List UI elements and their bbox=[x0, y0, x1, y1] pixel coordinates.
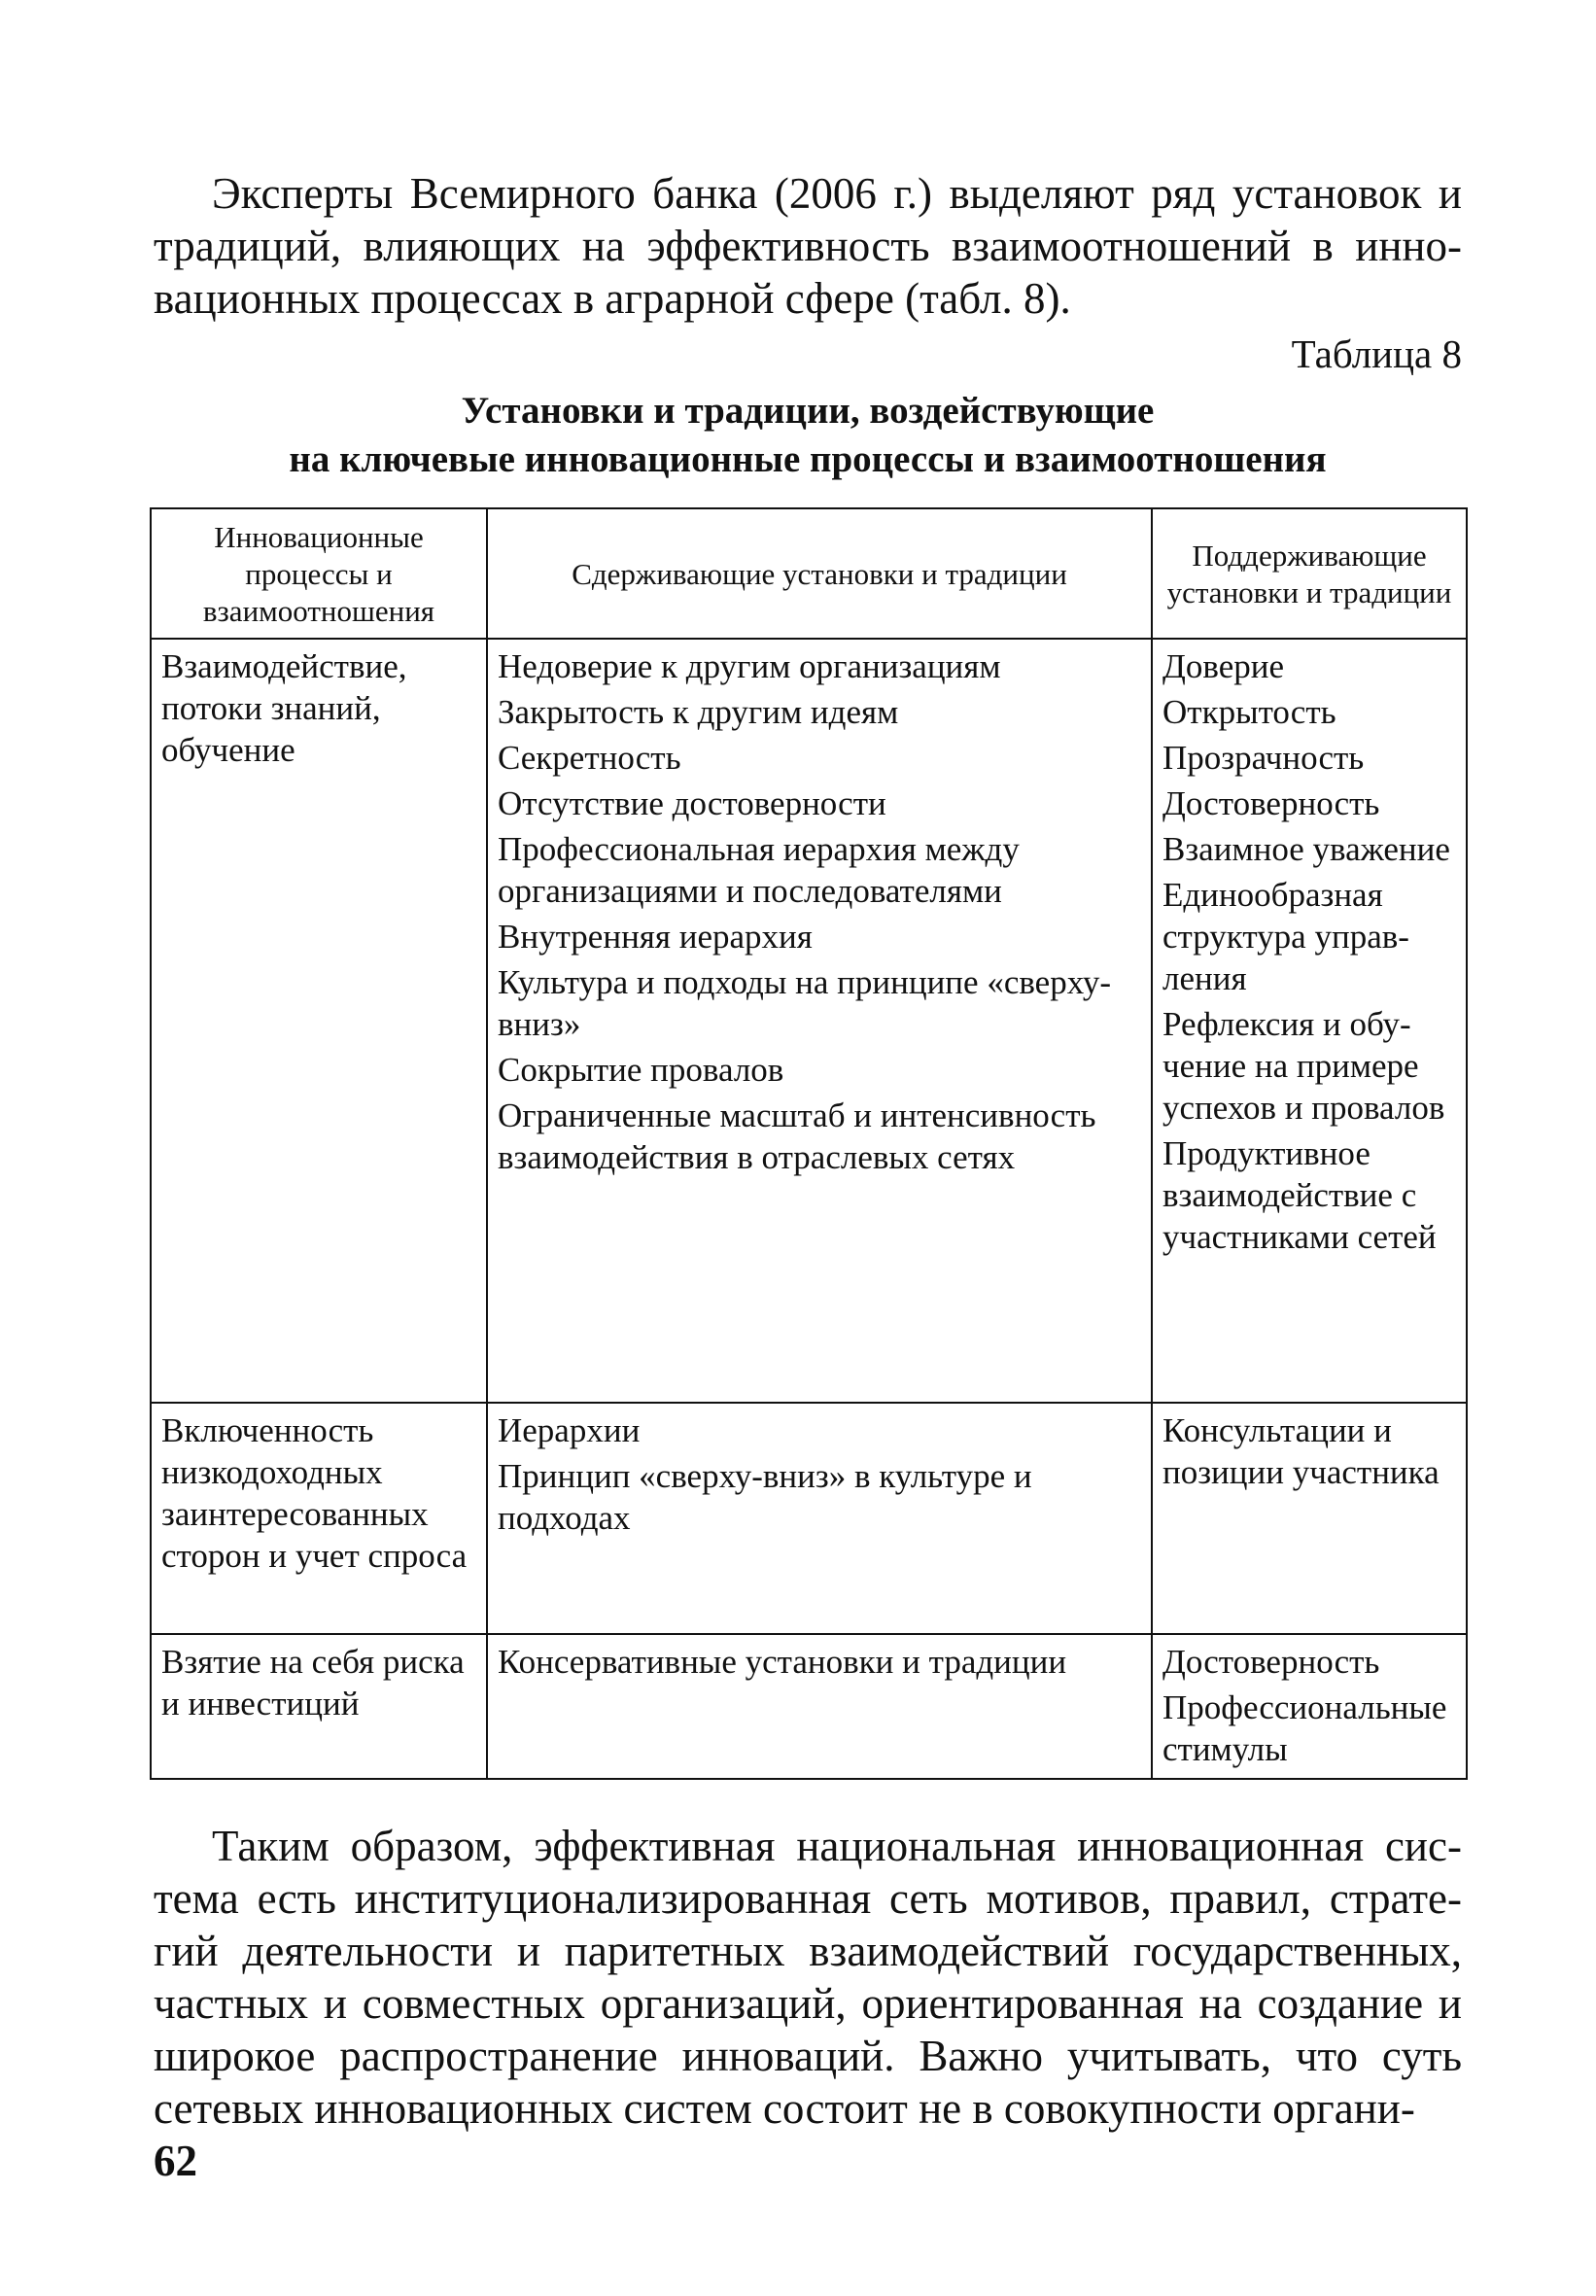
supporting-item: Продуктивное взаимодействие с участниками сетей bbox=[1162, 1134, 1437, 1256]
restraining-item: Внутренняя иерархия bbox=[498, 918, 813, 956]
restraining-item: Отсутствие достоверности bbox=[498, 784, 886, 822]
supporting-item: Рефлексия и обучение на примере успехов и провалов bbox=[1162, 1005, 1445, 1127]
supporting-item: Взаимное уважение bbox=[1162, 830, 1450, 868]
table-row bbox=[151, 1403, 1467, 1634]
header-supporting: Поддерживающие установки и традиции bbox=[1152, 508, 1467, 639]
restraining-item: Сокрытие провалов bbox=[498, 1051, 784, 1089]
supporting-item: Единообразная структура управления bbox=[1162, 876, 1409, 997]
process-cell: Взаимодействие, потоки знаний, обучение bbox=[151, 639, 487, 1403]
restraining-cell bbox=[487, 1403, 1152, 1634]
table-row bbox=[151, 639, 1467, 1403]
supporting-cell bbox=[1152, 1634, 1467, 1779]
header-restraining: Сдерживающие установки и традиции bbox=[487, 508, 1152, 639]
restraining-item: Закрытость к другим идеям bbox=[498, 693, 899, 731]
supporting-cell bbox=[1152, 639, 1467, 1403]
page-number: 62 bbox=[154, 2137, 197, 2185]
restraining-item: Консервативные установки и традиции bbox=[498, 1643, 1067, 1681]
supporting-item: Достоверность bbox=[1162, 1643, 1380, 1681]
intro-paragraph: Эксперты Всемирного банка (2006 г.) выделяют ряд установок и традиций, влияющих на эффективность взаимоотношений в инновационных процессах в аграрной сфере (табл. 8). bbox=[154, 169, 1462, 323]
restraining-item: Профессиональная иерархия между организациями и последователями bbox=[498, 830, 1020, 910]
restraining-cell bbox=[487, 1634, 1152, 1779]
restraining-item: Иерархии bbox=[498, 1411, 641, 1449]
supporting-cell bbox=[1152, 1403, 1467, 1634]
restraining-item: Культура и подходы на принципе «сверху-вниз» bbox=[498, 963, 1112, 1043]
supporting-item: Доверие bbox=[1162, 647, 1284, 685]
restraining-item: Секретность bbox=[498, 739, 681, 777]
supporting-item: Достоверность bbox=[1162, 784, 1380, 822]
closing-paragraph: Таким образом, эффективная национальная инновационная система есть институционализированная сеть мотивов, правил, стратегий деятельности и паритетных взаимодействий государственных, частных и совместных организаций, ориентированная на создание и широкое распространение инноваций. Важно учитывать, что суть сетевых инновационных систем состоит не в совокупности органи- bbox=[154, 1822, 1462, 2133]
process-cell: Взятие на себя риска и инвестиций bbox=[151, 1634, 487, 1779]
restraining-item: Ограниченные масштаб и интенсивность взаимодействия в отраслевых сетях bbox=[498, 1096, 1096, 1176]
table-header-row bbox=[151, 508, 1467, 639]
table-label: Таблица 8 bbox=[1291, 331, 1462, 376]
restraining-item: Недоверие к другим организациям bbox=[498, 647, 1001, 685]
supporting-item: Прозрачность bbox=[1162, 739, 1365, 777]
supporting-item: Консультации и позиции участника bbox=[1162, 1411, 1440, 1491]
supporting-item: Профессиональные стимулы bbox=[1162, 1688, 1447, 1768]
process-cell: Включенность низкодоходных заинтересованных сторон и учет спроса bbox=[151, 1403, 487, 1634]
table-title-line-1: Установки и традиции, воздействующие bbox=[461, 390, 1155, 432]
supporting-item: Открытость bbox=[1162, 693, 1336, 731]
header-processes: Инновационные процессы и взаимоотношения bbox=[151, 508, 487, 639]
table-title bbox=[154, 387, 1462, 484]
table-title-line-2: на ключевые инновационные процессы и взаимоотношения bbox=[289, 438, 1327, 480]
restraining-item: Принцип «сверху-вниз» в культуре и подходах bbox=[498, 1457, 1032, 1537]
attitudes-table bbox=[150, 507, 1468, 1780]
table-row bbox=[151, 1634, 1467, 1779]
restraining-cell bbox=[487, 639, 1152, 1403]
